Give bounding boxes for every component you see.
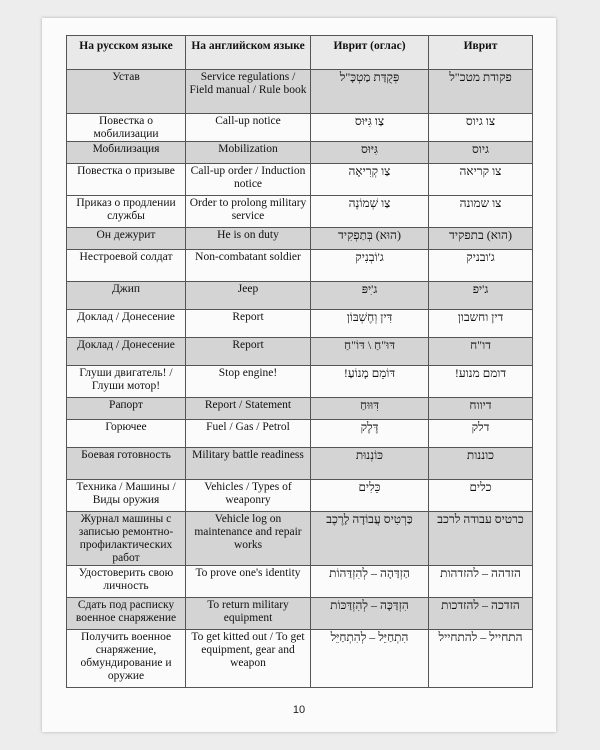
term-hebrew-vowelized: דּוּ"חַ \ דּוֹ"חַ — [311, 338, 429, 366]
term-hebrew-vowelized: פְּקֻדַּת מַטְכָּ"ל — [311, 70, 429, 114]
term-hebrew-vowelized: הִזְדַּכָּה – לְהִזְדַּכּוֹת — [311, 598, 429, 630]
table-row — [67, 338, 533, 366]
term-hebrew: צו גיוס — [429, 114, 533, 142]
term-russian: Удостоверить свою личность — [67, 566, 186, 598]
term-hebrew-vowelized: דִּין וְחֶשְׁבּוֹן — [311, 310, 429, 338]
term-russian: Нестроевой солдат — [67, 250, 186, 282]
term-russian: Повестка о мобилизации — [67, 114, 186, 142]
term-hebrew-vowelized: צַו שְׁמוֹנֶה — [311, 196, 429, 228]
term-hebrew: ג'יפ — [429, 282, 533, 310]
term-russian: Доклад / Донесение — [67, 338, 186, 366]
table-body — [67, 70, 533, 688]
term-russian: Джип — [67, 282, 186, 310]
term-hebrew: דו"ח — [429, 338, 533, 366]
table-row — [67, 142, 533, 164]
term-hebrew-vowelized: כֵּלִים — [311, 480, 429, 512]
term-hebrew-vowelized: צַו גִּיּוּס — [311, 114, 429, 142]
term-russian: Повестка о призыве — [67, 164, 186, 196]
term-hebrew: גיוס — [429, 142, 533, 164]
page-number: 10 — [292, 704, 306, 716]
term-hebrew-vowelized: ג'וֹבְנִיק — [311, 250, 429, 282]
term-hebrew: דיווח — [429, 398, 533, 420]
term-russian: Сдать под расписку военное снаряжение — [67, 598, 186, 630]
term-hebrew: דומם מנוע! — [429, 366, 533, 398]
header-russian: На русском языке — [67, 36, 186, 70]
term-hebrew-vowelized: דּוֹמֵם מָנוֹעַ! — [311, 366, 429, 398]
term-hebrew: דלק — [429, 420, 533, 448]
table-row — [67, 598, 533, 630]
table-row — [67, 448, 533, 480]
term-english: Call-up order / Induction notice — [186, 164, 311, 196]
term-english: Jeep — [186, 282, 311, 310]
term-english: Service regulations / Field manual / Rule book — [186, 70, 311, 114]
term-russian: Получить военное снаряжение, обмундирование и оружие — [67, 630, 186, 688]
term-russian: Рапорт — [67, 398, 186, 420]
header-hebrew: Иврит — [429, 36, 533, 70]
table-row — [67, 512, 533, 566]
term-english: Report / Statement — [186, 398, 311, 420]
term-english: Report — [186, 310, 311, 338]
term-russian: Доклад / Донесение — [67, 310, 186, 338]
term-russian: Он дежурит — [67, 228, 186, 250]
term-english: Military battle readiness — [186, 448, 311, 480]
table-row — [67, 398, 533, 420]
term-hebrew: צו קריאה — [429, 164, 533, 196]
term-hebrew-vowelized: הִתְחַיֵּל – לְהִתְחַיֵּל — [311, 630, 429, 688]
table-header-row — [67, 36, 533, 70]
table-row — [67, 196, 533, 228]
table-row — [67, 310, 533, 338]
term-hebrew-vowelized: כּוֹנְנוּת — [311, 448, 429, 480]
term-russian: Техника / Машины / Виды оружия — [67, 480, 186, 512]
term-hebrew: הזדהה – להזדהות — [429, 566, 533, 598]
table-row — [67, 228, 533, 250]
term-english: To get kitted out / To get equipment, gear and weapon — [186, 630, 311, 688]
term-russian: Мобилизация — [67, 142, 186, 164]
term-hebrew: צו שמונה — [429, 196, 533, 228]
term-english: He is on duty — [186, 228, 311, 250]
term-english: To return military equipment — [186, 598, 311, 630]
term-hebrew: התחייל – להתחייל — [429, 630, 533, 688]
term-hebrew: כרטיס עבודה לרכב — [429, 512, 533, 566]
term-hebrew: פקודת מטכ"ל — [429, 70, 533, 114]
term-hebrew-vowelized: (הוּא) בְּתַפְקִיד — [311, 228, 429, 250]
table-row — [67, 566, 533, 598]
term-hebrew: ג'ובניק — [429, 250, 533, 282]
term-russian: Журнал машины с записью ремонтно-профилактических работ — [67, 512, 186, 566]
book-page — [42, 18, 556, 732]
term-russian: Приказ о продлении службы — [67, 196, 186, 228]
table-row — [67, 70, 533, 114]
term-russian: Боевая готовность — [67, 448, 186, 480]
table-row — [67, 420, 533, 448]
term-hebrew: (הוא) בתפקיד — [429, 228, 533, 250]
term-russian: Горючее — [67, 420, 186, 448]
term-hebrew-vowelized: גִּיּוּס — [311, 142, 429, 164]
table-row — [67, 282, 533, 310]
table-row — [67, 480, 533, 512]
term-hebrew-vowelized: דֶּלֶק — [311, 420, 429, 448]
table-row — [67, 630, 533, 688]
term-english: Stop engine! — [186, 366, 311, 398]
vocabulary-table — [66, 35, 533, 688]
header-english: На английском языке — [186, 36, 311, 70]
term-english: Report — [186, 338, 311, 366]
term-english: To prove one's identity — [186, 566, 311, 598]
term-hebrew-vowelized: כַּרְטִיס עֲבוֹדָה לָרֶכֶב — [311, 512, 429, 566]
term-english: Vehicle log on maintenance and repair works — [186, 512, 311, 566]
term-english: Call-up notice — [186, 114, 311, 142]
header-hebrew-vowelized: Иврит (оглас) — [311, 36, 429, 70]
term-hebrew-vowelized: דִּוּוּחַ — [311, 398, 429, 420]
term-english: Order to prolong military service — [186, 196, 311, 228]
table-row — [67, 250, 533, 282]
term-russian: Устав — [67, 70, 186, 114]
term-english: Vehicles / Types of weaponry — [186, 480, 311, 512]
term-hebrew: דין וחשבון — [429, 310, 533, 338]
term-english: Mobilization — [186, 142, 311, 164]
term-hebrew-vowelized: צַו קְרִיאָה — [311, 164, 429, 196]
term-russian: Глуши двигатель! / Глуши мотор! — [67, 366, 186, 398]
term-hebrew: כוננות — [429, 448, 533, 480]
term-hebrew: הזדכה – להזדכות — [429, 598, 533, 630]
table-row — [67, 114, 533, 142]
term-english: Non-combatant soldier — [186, 250, 311, 282]
term-hebrew-vowelized: ג'ִיפּ — [311, 282, 429, 310]
term-hebrew: כלים — [429, 480, 533, 512]
table-row — [67, 164, 533, 196]
term-english: Fuel / Gas / Petrol — [186, 420, 311, 448]
term-hebrew-vowelized: הַזְדַּהָה – לְהִזְדַּהוֹת — [311, 566, 429, 598]
table-row — [67, 366, 533, 398]
